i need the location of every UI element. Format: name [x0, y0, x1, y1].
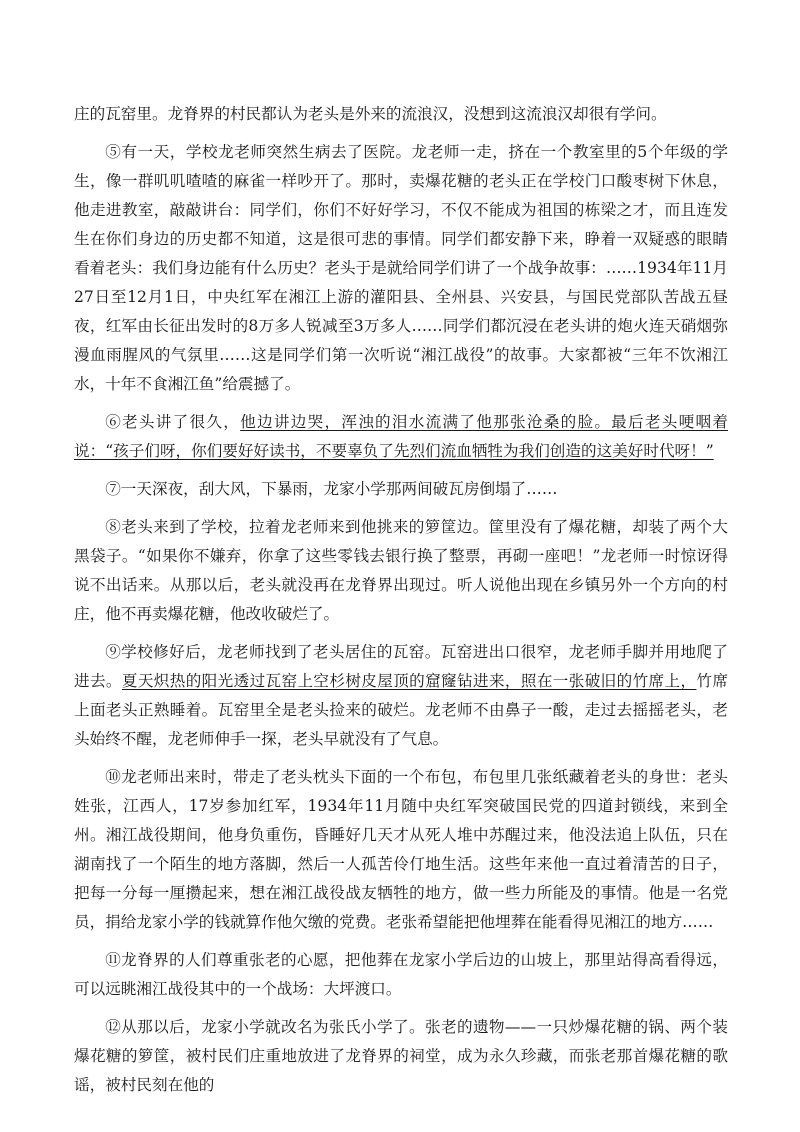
paragraph-continued: 庄的瓦窑里。龙脊界的村民都认为老头是外来的流浪汉，没想到这流浪汉却很有学问。: [74, 105, 667, 123]
paragraph-10: ⑩龙老师出来时，带走了老头枕头下面的一个布包，布包里几张纸藏着老头的身世：老头姓张，江西人，17岁参加红军，1934年11月随中央红军突破国民党的四道封锁线，来到全州。湘江战役期间，他身负重伤，昏睡好几天才从死人堆中苏醒过来，他没法追上队伍，只在湖南找了一个陌生的地方落脚，然后一人孤苦伶仃地生活。这些年来他一直过着清苦的日子，把每一分每一厘攒起来，想在湘江战役战友牺牲的地方，做一些力所能及的事情。他是一名党员，捐给龙家小学的钱就算作他欠缴的党费。老张希望能把他埋葬在能看得见湘江的地方……: [74, 768, 728, 931]
document-page: [74, 100, 728, 1109]
paragraph-7: ⑦一天深夜，刮大风，下暴雨，龙家小学那两间破瓦房倒塌了……: [105, 480, 558, 498]
paragraph-9-tail: 竹席上面老头正熟睡着。瓦窑里全是老头捡来的破烂。龙老师不由鼻子一酸，走过去摇摇老头，老头始终不醒，龙老师伸手一探，老头早就没有了气息。: [74, 672, 728, 748]
paragraph-8: ⑧老头来到了学校，拉着龙老师来到他挑来的箩筐边。筐里没有了爆花糖，却装了两个大黑袋子。“如果你不嫌弃，你拿了这些零钱去银行换了整票，再砌一座吧！”龙老师一时惊讶得说不出话来。从那以后，老头就没再在龙脊界出现过。听人说他出现在乡镇另外一个方向的村庄，他不再卖爆花糖，他改收破烂了。: [74, 518, 728, 623]
paragraph-11: ⑪龙脊界的人们尊重张老的心愿，把他葬在龙家小学后边的山坡上，那里站得高看得远，可以远眺湘江战役其中的一个战场：大坪渡口。: [74, 951, 728, 998]
underlined-sentence-9: 夏天炽热的阳光透过瓦窑上空杉树皮屋顶的窟窿钻进来，照在一张破旧的竹席上，: [121, 672, 697, 690]
underlined-sentence-6: 他边讲边哭，浑浊的泪水流满了他那张沧桑的脸。最后老头哽咽着说：“孩子们呀，你们要好好读书，不要辜负了先烈们流血牺牲为我们创造的这美好时代呀！”: [74, 413, 728, 460]
paragraph-6-lead: ⑥老头讲了很久，: [105, 413, 241, 431]
paragraph-6: [74, 408, 728, 466]
paragraph-12: ⑫从那以后，龙家小学就改名为张氏小学了。张老的遗物——一只炒爆花糖的锅、两个装爆花糖的箩筐，被村民们庄重地放进了龙脊界的祠堂，成为永久珍藏，而张老那首爆花糖的歌谣，被村民刻在他的: [74, 1018, 728, 1094]
paragraph-5: ⑤有一天，学校龙老师突然生病去了医院。龙老师一走，挤在一个教室里的5个年级的学生，像一群叽叽喳喳的麻雀一样吵开了。那时，卖爆花糖的老头正在学校门口酸枣树下休息，他走进教室，敲敲讲台：同学们，你们不好好学习，不仅不能成为祖国的栋梁之才，而且连发生在你们身边的历史都不知道，这是很可悲的事情。同学们都安静下来，睁着一双疑惑的眼睛看着老头：我们身边能有什么历史？老头于是就给同学们讲了一个战争故事：……1934年11月27日至12月1日，中央红军在湘江上游的灌阳县、全州县、兴安县，与国民党部队苦战五昼夜，红军由长征出发时的8万多人锐减至3万多人……同学们都沉浸在老头讲的炮火连天硝烟弥漫血雨腥风的气氛里……这是同学们第一次听说“湘江战役”的故事。大家都被“三年不饮湘江水，十年不食湘江鱼”给震撼了。: [74, 143, 728, 393]
paragraph-9: [74, 638, 728, 754]
paragraph-9-lead: ⑨学校修好后，龙老师找到了老头居住的瓦窑。瓦窑进出口很窄，龙老师手脚并用地爬了进去。: [74, 643, 728, 690]
